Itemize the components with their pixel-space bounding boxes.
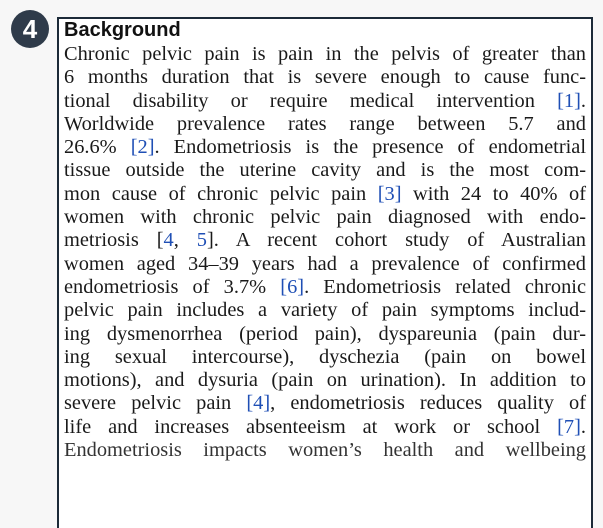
paragraph-line [64, 183, 586, 206]
text-run: life and increases absenteeism at work or school [64, 415, 558, 438]
text-run: . Endometriosis related chronic [304, 275, 586, 298]
text-run: tissue outside the uterine cavity and is the most com- [64, 159, 586, 182]
section-number-badge: 4 [11, 10, 49, 48]
paragraph-line [64, 369, 586, 392]
text-run: pelvic pain includes a variety of pain symptoms includ- [64, 299, 586, 322]
citation-link[interactable]: [2] [130, 136, 155, 159]
paragraph-line [64, 323, 586, 346]
text-run: . Endometriosis is the presence of endometrial [154, 136, 586, 159]
paragraph-line [64, 253, 586, 276]
paragraph-line [64, 416, 586, 439]
paragraph-line [64, 136, 586, 159]
paragraph-line [64, 159, 586, 182]
text-run: , endometriosis reduces quality of [270, 392, 586, 415]
paragraph-line [64, 206, 586, 229]
text-run: metriosis [ [64, 229, 164, 252]
text-run: tional disability or require medical intervention [64, 89, 558, 112]
citation-link[interactable]: [3] [377, 182, 402, 205]
text-run: ing dysmenorrhea (period pain), dyspareunia (pain dur- [64, 322, 586, 345]
text-run: women aged 34–39 years had a prevalence of confirmed [64, 252, 586, 275]
text-run: women with chronic pelvic pain diagnosed with endo- [64, 206, 586, 229]
text-run: ing sexual intercourse), dyschezia (pain on bowel [64, 345, 586, 368]
text-run: . [580, 89, 586, 112]
paragraph-line [64, 229, 586, 252]
paragraph-line [64, 346, 586, 369]
citation-link[interactable]: [7] [557, 415, 581, 438]
citation-link[interactable]: 5 [196, 229, 207, 252]
text-run: , [173, 229, 197, 252]
text-run: endometriosis of 3.7% [64, 275, 281, 298]
background-section [64, 17, 586, 462]
paragraph-line [64, 66, 586, 89]
background-paragraph [64, 43, 586, 462]
citation-link[interactable]: 4 [163, 229, 174, 252]
text-run: 6 months duration that is severe enough to cause func- [64, 66, 586, 89]
text-run: with 24 to 40% of [401, 182, 586, 205]
text-run: Endometriosis impacts women’s health and wellbeing [64, 439, 586, 462]
text-run: Worldwide prevalence rates range between 5.7 and [64, 112, 586, 135]
paragraph-line [64, 299, 586, 322]
text-run: ]. A recent cohort study of Australian [206, 229, 586, 252]
section-heading: Background [64, 19, 181, 41]
paragraph-line [64, 276, 586, 299]
paragraph-line [64, 113, 586, 136]
text-run: Chronic pelvic pain is pain in the pelvis of greater than [64, 43, 586, 65]
text-run: motions), and dysuria (pain on urination). In addition to [64, 369, 586, 392]
citation-link[interactable]: [6] [280, 275, 305, 298]
text-run: 26.6% [64, 136, 131, 159]
text-run: severe pelvic pain [64, 392, 247, 415]
citation-link[interactable]: [4] [246, 392, 271, 415]
citation-link[interactable]: [1] [557, 89, 581, 112]
text-run: mon cause of chronic pelvic pain [64, 182, 378, 205]
paragraph-line [64, 90, 586, 113]
paragraph-line [64, 439, 586, 462]
text-run: . [580, 415, 586, 438]
paragraph-line [64, 43, 586, 66]
paragraph-line [64, 392, 586, 415]
